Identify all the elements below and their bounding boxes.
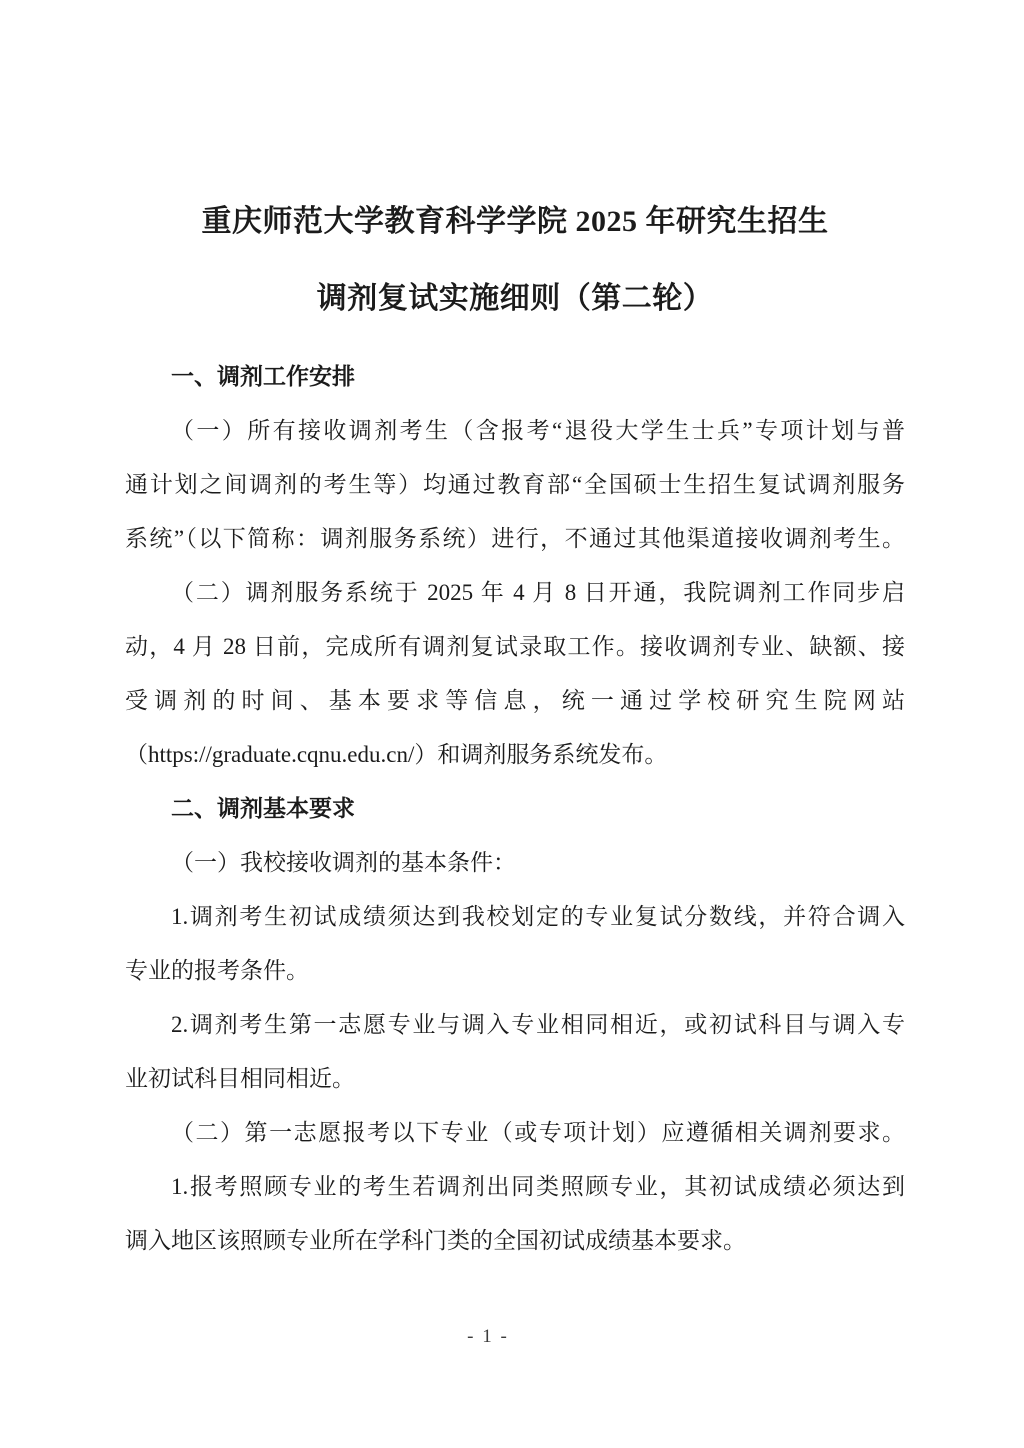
text-line: （https://graduate.cqnu.edu.cn/）和调剂服务系统发布。 [125, 742, 668, 767]
paragraph [125, 998, 905, 1106]
document-content-area [125, 0, 905, 1268]
text-line: 1.报考照顾专业的考生若调剂出同类照顾专业，其初试成绩必须达到 [171, 1174, 905, 1199]
paragraph [125, 1160, 905, 1268]
document-title-line-2: 调剂复试实施细则（第二轮） [316, 282, 714, 315]
text-line: （二）第一志愿报考以下专业（或专项计划）应遵循相关调剂要求。 [171, 1120, 905, 1145]
page-number: - 1 - [467, 1326, 509, 1347]
paragraph [125, 1106, 905, 1160]
text-line: 通计划之间调剂的考生等）均通过教育部“全国硕士生招生复试调剂服务 [125, 472, 905, 497]
text-line: 受调剂的时间、基本要求等信息，统一通过学校研究生院网站 [125, 688, 905, 713]
text-line: 二、调剂基本要求 [171, 796, 355, 821]
document-title [125, 183, 905, 337]
text-line: （一）所有接收调剂考生（含报考“退役大学生士兵”专项计划与普 [171, 418, 905, 443]
text-line: 1.调剂考生初试成绩须达到我校划定的专业复试分数线，并符合调入 [171, 904, 905, 929]
paragraph [125, 566, 905, 782]
paragraph [125, 836, 905, 890]
text-line: 系统”（以下简称：调剂服务系统）进行，不通过其他渠道接收调剂考生。 [125, 526, 905, 551]
text-line: 调入地区该照顾专业所在学科门类的全国初试成绩基本要求。 [125, 1228, 746, 1253]
section-heading [125, 350, 905, 404]
text-line: 动，4 月 28 日前，完成所有调剂复试录取工作。接收调剂专业、缺额、接 [125, 634, 905, 659]
text-line: （一）我校接收调剂的基本条件： [171, 850, 516, 875]
text-line: 专业的报考条件。 [125, 958, 309, 983]
document-title-line-1: 重庆师范大学教育科学学院 2025 年研究生招生 [201, 205, 829, 238]
text-line: 一、调剂工作安排 [171, 364, 355, 389]
document-body [125, 350, 905, 1268]
text-line: 业初试科目相同相近。 [125, 1066, 355, 1091]
text-line: 2.调剂考生第一志愿专业与调入专业相同相近，或初试科目与调入专 [171, 1012, 905, 1037]
paragraph [125, 890, 905, 998]
section-heading [125, 782, 905, 836]
paragraph [125, 404, 905, 566]
text-line: （二）调剂服务系统于 2025 年 4 月 8 日开通，我院调剂工作同步启 [171, 580, 905, 605]
